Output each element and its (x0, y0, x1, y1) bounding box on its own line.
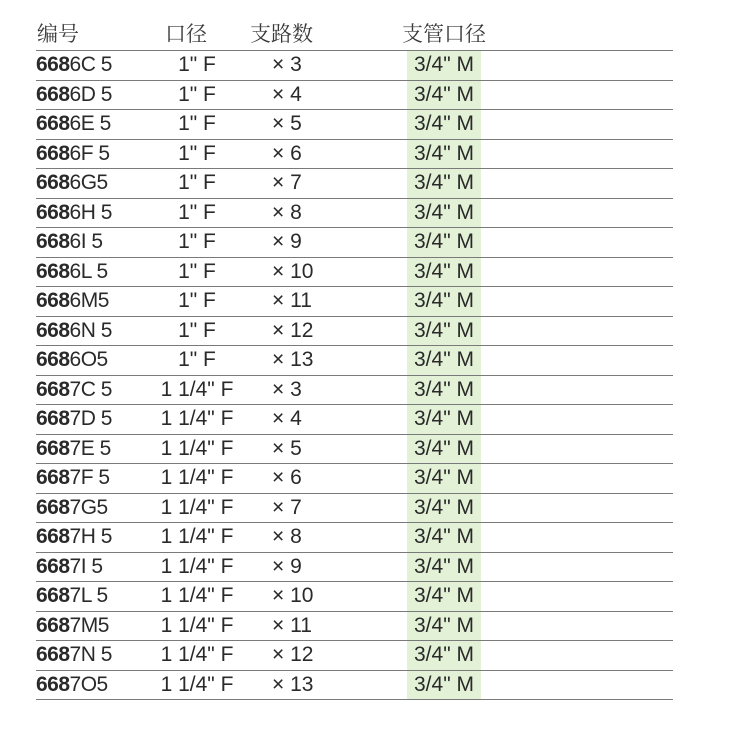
cell-diameter: 1 1/4" F (160, 466, 234, 489)
table-row (36, 140, 673, 170)
table-row (36, 494, 673, 524)
cell-branch-diameter: 3/4" M (407, 317, 481, 346)
table-row (36, 50, 673, 81)
cell-diameter: 1 1/4" F (160, 584, 234, 607)
code-suffix: 6E 5 (69, 112, 111, 135)
code-prefix: 668 (36, 259, 70, 283)
cell-code (36, 346, 146, 375)
cell-diameter: 1 1/4" F (160, 554, 234, 578)
cell-diameter: 1 1/4" F (160, 672, 234, 696)
cell-branch-diameter: 3/4" M (407, 494, 481, 523)
header-code: 编号 (37, 22, 79, 46)
code-suffix: 7M5 (69, 613, 109, 637)
cell-code (36, 641, 146, 670)
cell-ways: × 11 (272, 289, 312, 312)
cell-code (36, 287, 146, 316)
cell-ways: × 7 (272, 495, 302, 519)
cell-code (36, 405, 146, 434)
cell-ways: × 5 (272, 112, 302, 135)
code-prefix: 668 (36, 348, 70, 371)
code-prefix: 668 (36, 53, 70, 76)
table-row (36, 405, 673, 435)
table-row (36, 612, 673, 642)
code-prefix: 668 (36, 289, 70, 312)
table-row (36, 81, 673, 111)
cell-branch-diameter: 3/4" M (407, 435, 481, 464)
code-prefix: 668 (36, 584, 70, 607)
code-prefix: 668 (36, 407, 70, 430)
table-row (36, 317, 673, 347)
cell-diameter: 1" F (178, 141, 216, 165)
cell-code (36, 523, 146, 552)
cell-branch-diameter: 3/4" M (407, 228, 481, 257)
cell-ways: × 4 (272, 407, 302, 430)
code-prefix: 668 (36, 112, 70, 135)
cell-ways: × 12 (272, 318, 314, 342)
cell-ways: × 6 (272, 141, 302, 165)
header-branch-diameter: 支管口径 (402, 22, 486, 46)
cell-diameter: 1" F (178, 112, 216, 135)
table-row (36, 671, 673, 701)
header-diameter: 口径 (165, 22, 207, 46)
code-suffix: 7E 5 (69, 436, 111, 460)
cell-diameter: 1 1/4" F (160, 407, 234, 430)
code-prefix: 668 (36, 525, 70, 548)
cell-branch-diameter: 3/4" M (407, 612, 481, 641)
cell-code (36, 81, 146, 110)
cell-ways: × 9 (272, 554, 302, 578)
cell-branch-diameter: 3/4" M (407, 169, 481, 198)
spec-table (36, 50, 673, 700)
cell-code (36, 169, 146, 198)
cell-branch-diameter: 3/4" M (407, 51, 481, 80)
cell-ways: × 3 (272, 53, 302, 76)
cell-code (36, 612, 146, 641)
cell-ways: × 3 (272, 377, 302, 401)
cell-diameter: 1 1/4" F (160, 643, 234, 666)
cell-branch-diameter: 3/4" M (407, 641, 481, 670)
cell-branch-diameter: 3/4" M (407, 199, 481, 228)
cell-diameter: 1" F (178, 82, 216, 106)
cell-ways: × 5 (272, 436, 302, 460)
cell-code (36, 258, 146, 287)
code-prefix: 668 (36, 643, 70, 666)
code-suffix: 6H 5 (69, 200, 112, 224)
code-suffix: 7G5 (69, 495, 108, 519)
code-suffix: 6D 5 (69, 82, 112, 106)
header-ways: 支路数 (250, 22, 313, 46)
code-suffix: 7D 5 (69, 407, 112, 430)
table-row (36, 553, 673, 583)
code-suffix: 6C 5 (69, 53, 112, 76)
code-suffix: 7O5 (69, 672, 108, 696)
cell-code (36, 228, 146, 257)
code-prefix: 668 (36, 466, 70, 489)
table-row (36, 464, 673, 494)
cell-branch-diameter: 3/4" M (407, 582, 481, 611)
code-suffix: 6F 5 (69, 141, 110, 165)
cell-code (36, 671, 146, 700)
table-row (36, 523, 673, 553)
code-suffix: 6G5 (69, 171, 108, 194)
cell-ways: × 12 (272, 643, 314, 666)
code-suffix: 6L 5 (69, 259, 108, 283)
cell-branch-diameter: 3/4" M (407, 258, 481, 287)
cell-ways: × 10 (272, 259, 314, 283)
code-prefix: 668 (36, 318, 70, 342)
table-row (36, 346, 673, 376)
table-row (36, 641, 673, 671)
table-row (36, 110, 673, 140)
code-prefix: 668 (36, 230, 70, 253)
table-row (36, 169, 673, 199)
cell-code (36, 494, 146, 523)
code-prefix: 668 (36, 672, 70, 696)
code-suffix: 7C 5 (69, 377, 112, 401)
cell-code (36, 140, 146, 169)
code-prefix: 668 (36, 436, 70, 460)
cell-diameter: 1" F (178, 289, 216, 312)
table-row (36, 435, 673, 465)
cell-ways: × 10 (272, 584, 314, 607)
code-prefix: 668 (36, 171, 70, 194)
cell-diameter: 1" F (178, 230, 216, 253)
cell-code (36, 582, 146, 611)
cell-branch-diameter: 3/4" M (407, 671, 481, 700)
cell-branch-diameter: 3/4" M (407, 553, 481, 582)
cell-diameter: 1" F (178, 200, 216, 224)
table-row (36, 228, 673, 258)
code-prefix: 668 (36, 613, 70, 637)
cell-ways: × 13 (272, 348, 314, 371)
cell-branch-diameter: 3/4" M (407, 346, 481, 375)
cell-code (36, 376, 146, 405)
cell-branch-diameter: 3/4" M (407, 523, 481, 552)
cell-branch-diameter: 3/4" M (407, 287, 481, 316)
code-suffix: 6I 5 (69, 230, 103, 253)
cell-diameter: 1 1/4" F (160, 495, 234, 519)
table-row (36, 287, 673, 317)
code-prefix: 668 (36, 141, 70, 165)
code-suffix: 7I 5 (69, 554, 103, 578)
cell-code (36, 110, 146, 139)
cell-diameter: 1 1/4" F (160, 377, 234, 401)
cell-diameter: 1" F (178, 171, 216, 194)
cell-ways: × 11 (272, 613, 312, 637)
cell-ways: × 6 (272, 466, 302, 489)
code-prefix: 668 (36, 200, 70, 224)
code-suffix: 7H 5 (69, 525, 112, 548)
cell-diameter: 1 1/4" F (160, 525, 234, 548)
code-prefix: 668 (36, 82, 70, 106)
cell-code (36, 464, 146, 493)
cell-code (36, 435, 146, 464)
code-suffix: 7N 5 (69, 643, 112, 666)
cell-branch-diameter: 3/4" M (407, 81, 481, 110)
cell-branch-diameter: 3/4" M (407, 405, 481, 434)
table-row (36, 258, 673, 288)
cell-diameter: 1 1/4" F (160, 613, 234, 637)
table-row (36, 199, 673, 229)
cell-ways: × 8 (272, 200, 302, 224)
code-prefix: 668 (36, 377, 70, 401)
table-row (36, 376, 673, 406)
code-suffix: 6N 5 (69, 318, 112, 342)
cell-diameter: 1" F (178, 53, 216, 76)
cell-branch-diameter: 3/4" M (407, 464, 481, 493)
code-suffix: 7L 5 (69, 584, 108, 607)
code-suffix: 6O5 (69, 348, 108, 371)
code-prefix: 668 (36, 495, 70, 519)
code-prefix: 668 (36, 554, 70, 578)
cell-ways: × 8 (272, 525, 302, 548)
cell-diameter: 1" F (178, 259, 216, 283)
cell-ways: × 7 (272, 171, 302, 194)
code-suffix: 6M5 (69, 289, 109, 312)
cell-code (36, 317, 146, 346)
table-row (36, 582, 673, 612)
cell-ways: × 13 (272, 672, 314, 696)
cell-branch-diameter: 3/4" M (407, 140, 481, 169)
cell-code (36, 51, 146, 80)
cell-ways: × 9 (272, 230, 302, 253)
cell-code (36, 199, 146, 228)
cell-ways: × 4 (272, 82, 302, 106)
cell-diameter: 1" F (178, 318, 216, 342)
cell-diameter: 1 1/4" F (160, 436, 234, 460)
cell-branch-diameter: 3/4" M (407, 110, 481, 139)
code-suffix: 7F 5 (69, 466, 110, 489)
table-header (0, 0, 750, 50)
cell-code (36, 553, 146, 582)
cell-diameter: 1" F (178, 348, 216, 371)
cell-branch-diameter: 3/4" M (407, 376, 481, 405)
